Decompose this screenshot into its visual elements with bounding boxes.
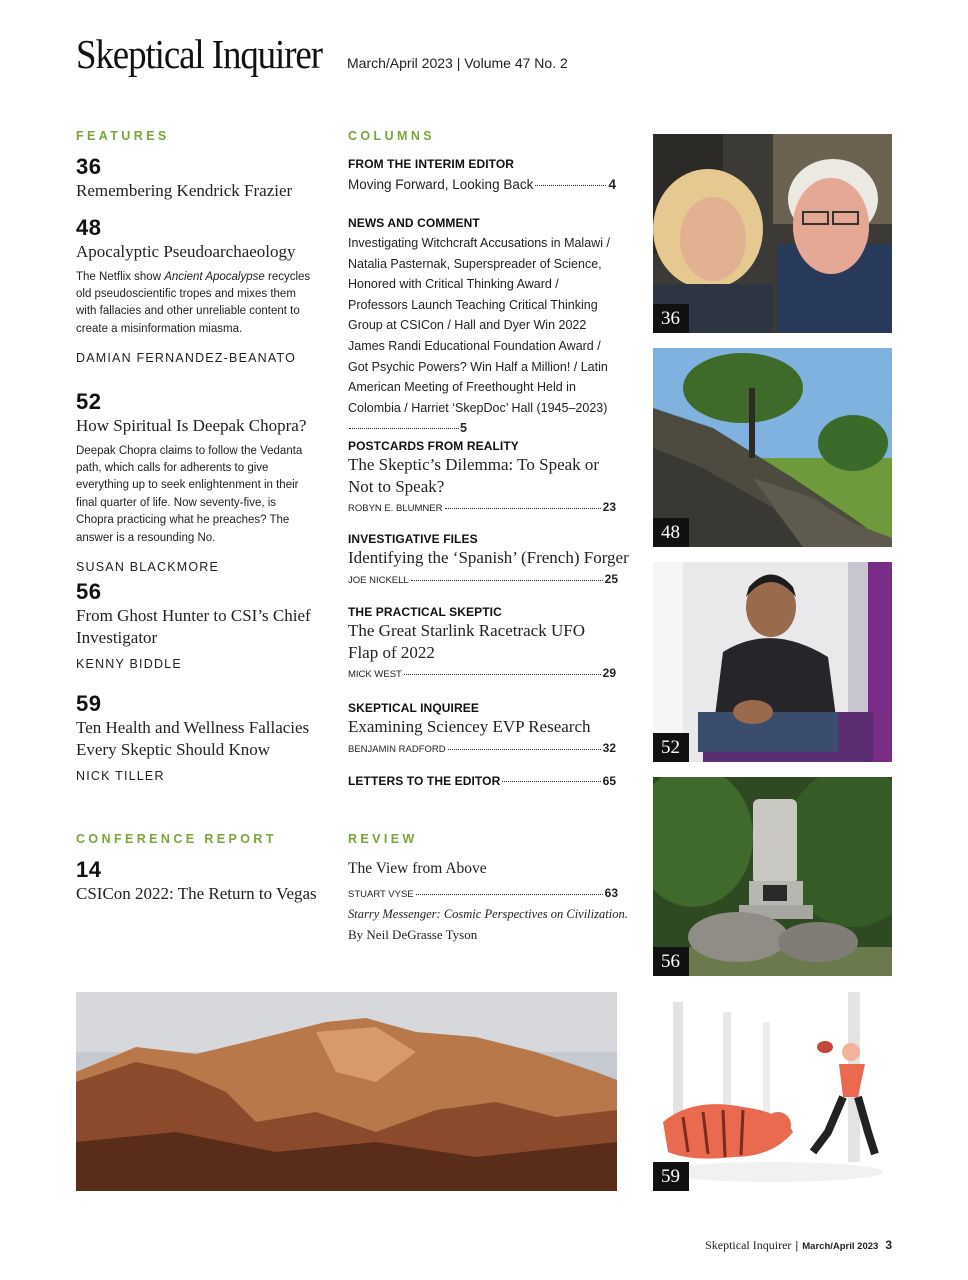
review-entry[interactable] [348,860,628,943]
byline [348,572,618,586]
column-author: BENJAMIN RADFORD [348,743,446,755]
page-number: 4 [608,177,616,192]
feature-author: NICK TILLER [76,769,165,783]
feature-number: 36 [76,154,102,179]
feature-59[interactable] [76,691,316,783]
column-practical[interactable] [348,605,616,680]
feature-number: 48 [76,215,102,240]
feature-title[interactable]: From Ghost Hunter to CSI’s Chief Investigator [76,606,311,647]
photo-number-label: 59 [653,1162,689,1191]
issue-info: March/April 2023 | Volume 47 No. 2 [347,55,568,71]
feature-number: 56 [76,579,102,604]
column-label: INVESTIGATIVE FILES [348,532,478,546]
column-postcards[interactable] [348,439,616,514]
column-title[interactable]: Moving Forward, Looking Back [348,177,534,192]
seated-man-image [653,562,892,762]
features-heading: FEATURES [76,129,170,143]
column-title[interactable]: The Great Starlink Racetrack UFO Flap of 2022 [348,621,585,662]
photo-number-label: 52 [653,733,689,762]
column-author: JOE NICKELL [348,574,409,586]
magazine-title: Skeptical Inquirer [76,31,322,77]
review-title[interactable]: The View from Above [348,860,487,877]
column-author: ROBYN E. BLUMNER [348,503,443,514]
column-title[interactable]: Examining Sciencey EVP Research [348,717,591,736]
photo-deepak-chopra[interactable] [653,562,892,762]
feature-36[interactable] [76,154,316,202]
byline [348,666,616,680]
feature-title[interactable]: Remembering Kendrick Frazier [76,181,293,200]
footer-separator: | [795,1240,799,1252]
feature-number: 59 [76,691,102,716]
column-skeptical-inquiree[interactable] [348,701,616,755]
book-author: By Neil DeGrasse Tyson [348,927,478,942]
page-number: 29 [602,666,616,680]
column-interim-editor[interactable] [348,157,616,196]
footer-date: March/April 2023 [802,1241,879,1252]
column-investigative[interactable] [348,532,629,586]
page-number: 65 [602,774,616,788]
column-label: NEWS AND COMMENT [348,216,480,230]
columns-heading: COLUMNS [348,129,435,143]
column-label[interactable]: LETTERS TO THE EDITOR [348,774,501,788]
conference-report[interactable] [76,857,326,905]
feature-title[interactable]: How Spiritual Is Deepak Chopra? [76,416,307,435]
news-body[interactable] [348,233,618,439]
column-author: MICK WEST [348,669,402,680]
mountain-image [76,992,617,1191]
toc-entry[interactable] [348,175,616,196]
photo-number-label: 36 [653,304,689,333]
page-number: 63 [604,886,618,900]
photo-mountain-landscape[interactable] [76,992,617,1191]
photo-number-label: 48 [653,518,689,547]
feature-title[interactable]: Apocalyptic Pseudoarchaeology [76,242,296,261]
conference-heading: CONFERENCE REPORT [76,832,277,846]
photo-number-label: 56 [653,947,689,976]
feature-author: SUSAN BLACKMORE [76,559,220,574]
footer-title: Skeptical Inquirer [705,1238,792,1252]
review-heading: REVIEW [348,832,418,846]
feature-56[interactable] [76,579,316,671]
feature-title[interactable]: Ten Health and Wellness Fallacies Every Skeptic Should Know [76,718,310,759]
conference-number: 14 [76,857,102,882]
feature-description: Deepak Chopra claims to follow the Vedanta path, which calls for adherents to give everything up to seek enlightenment in their final quarter of life. Now seventy-five, is Chopra practicing what he preaches? The answer is a resounding No. [76,444,303,544]
column-letters[interactable] [348,774,616,788]
feature-number: 52 [76,389,102,414]
column-title[interactable]: Identifying the ‘Spanish’ (French) Forger [348,548,629,567]
photo-ghost-hunter[interactable] [653,777,892,976]
feature-author: KENNY BIDDLE [76,657,182,671]
page-footer [705,1238,892,1253]
photo-pseudoarchaeology[interactable] [653,348,892,547]
photo-wellness-fallacies[interactable] [653,992,892,1191]
news-text[interactable]: Investigating Witchcraft Accusations in Malawi / Natalia Pasternak, Superspreader of Science, Honored with Critical Thinking Award / Professors Launch Teaching Critical Thinking Group at CSICon / Hall and Dyer Win 2022 James Randi Educational Foundation Award / Got Psychic Powers? Win Half a Million! / Latin American Meeting of Freethought Held in Colombia / Harriet ‘SkepDoc’ Hall (1945–2023) [348,236,610,415]
page-number: 23 [602,500,616,514]
column-title[interactable]: The Skeptic’s Dilemma: To Speak or Not to Speak? [348,455,600,496]
page-number: 32 [602,740,616,755]
column-label: THE PRACTICAL SKEPTIC [348,605,502,619]
review-author: STUART VYSE [348,889,414,900]
page-number: 25 [604,571,618,586]
feature-48[interactable] [76,215,316,365]
feature-52[interactable] [76,389,316,574]
page-number: 5 [460,421,467,436]
book-title: Starry Messenger: Cosmic Perspectives on Civilization. [348,907,628,921]
column-label: SKEPTICAL INQUIREE [348,701,479,715]
column-news-comment[interactable] [348,216,618,439]
conference-title[interactable]: CSICon 2022: The Return to Vegas [76,884,317,903]
photo-kendrick-frazier[interactable] [653,134,892,333]
column-label: POSTCARDS FROM REALITY [348,439,519,453]
byline [348,886,618,900]
feature-author: DAMIAN FERNANDEZ-BEANATO [76,351,297,366]
byline [348,500,616,514]
column-label: FROM THE INTERIM EDITOR [348,157,515,171]
byline [348,741,616,755]
feature-description: The Netflix show Ancient Apocalypse recycles old pseudoscientific tropes and mixes them with fallacies and other unreliable content to create a misinformation miasma. [76,270,311,335]
footer-page-number: 3 [885,1238,892,1252]
